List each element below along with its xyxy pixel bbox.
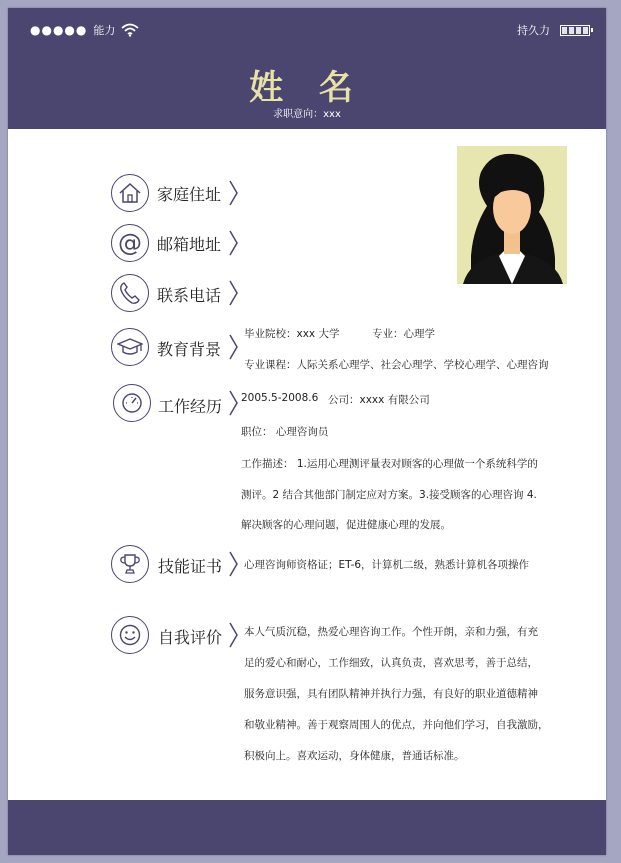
speedometer-icon <box>113 384 151 422</box>
chevron-right-icon <box>229 551 239 577</box>
battery-label: 持久力 <box>517 24 550 37</box>
work-position: 职位： 心理咨询员 <box>241 426 329 438</box>
section-self-label: 自我评价 <box>158 628 223 647</box>
education-major: 专业：心理学 <box>372 328 435 340</box>
header-banner <box>8 8 606 129</box>
section-skills-label: 技能证书 <box>158 557 223 576</box>
work-company: 公司：xxxx 有限公司 <box>328 394 430 406</box>
page-title: 姓 名 <box>249 68 365 108</box>
job-intent: 求职意向：xxx <box>273 109 341 120</box>
phone-icon <box>111 274 149 312</box>
at-sign-icon <box>111 224 149 262</box>
status-bar-left <box>30 22 139 38</box>
section-email-label: 邮箱地址 <box>157 235 222 254</box>
self-eval-line: 服务意识强，具有团队精神并执行力强，有良好的职业道德精神 <box>244 688 538 700</box>
chevron-right-icon <box>229 334 239 360</box>
self-eval-line: 足的爱心和耐心，工作细致，认真负责，喜欢思考，善于总结， <box>244 657 538 669</box>
wifi-icon <box>121 23 139 37</box>
battery-icon <box>560 25 590 36</box>
carrier-label: 能力 <box>93 24 116 37</box>
signal-dots: ●●●●● <box>30 23 88 37</box>
profile-photo <box>457 146 567 284</box>
section-phone-label: 联系电话 <box>157 286 222 305</box>
chevron-right-icon <box>229 280 239 306</box>
self-eval-line: 本人气质沉稳，热爱心理咨询工作。个性开朗，亲和力强，有充 <box>244 626 538 638</box>
avatar <box>457 146 567 284</box>
house-icon <box>111 174 149 212</box>
smiley-icon <box>111 616 149 654</box>
education-courses: 专业课程：人际关系心理学、社会心理学、学校心理学、心理咨询 <box>244 359 549 371</box>
graduation-cap-icon <box>111 328 149 366</box>
work-period: 2005.5-2008.6 <box>241 392 319 404</box>
chevron-right-icon <box>229 230 239 256</box>
section-education-label: 教育背景 <box>157 340 222 359</box>
chevron-right-icon <box>229 622 239 648</box>
section-work-label: 工作经历 <box>158 397 223 416</box>
footer-banner <box>8 800 606 855</box>
status-bar-right <box>517 22 590 38</box>
section-home-label: 家庭住址 <box>157 185 222 204</box>
trophy-icon <box>111 545 149 583</box>
work-desc-line: 解决顾客的心理问题，促进健康心理的发展。 <box>241 519 451 531</box>
resume-page <box>8 8 606 855</box>
self-eval-line: 积极向上。喜欢运动，身体健康，普通话标准。 <box>244 750 465 762</box>
education-school: 毕业院校：xxx 大学 <box>244 328 340 340</box>
chevron-right-icon <box>229 180 239 206</box>
work-desc-line: 测评。2 结合其他部门制定应对方案。3.接受顾客的心理咨询 4. <box>241 489 537 501</box>
chevron-right-icon <box>229 390 239 416</box>
self-eval-line: 和敬业精神。善于观察周围人的优点，并向他们学习，自我激励， <box>244 719 549 731</box>
skills-text: 心理咨询师资格证；ET-6，计算机二级，熟悉计算机各项操作 <box>244 559 530 571</box>
svg-text:@: @ <box>118 230 142 256</box>
work-desc-line: 工作描述： 1.运用心理测评量表对顾客的心理做一个系统科学的 <box>241 458 538 470</box>
